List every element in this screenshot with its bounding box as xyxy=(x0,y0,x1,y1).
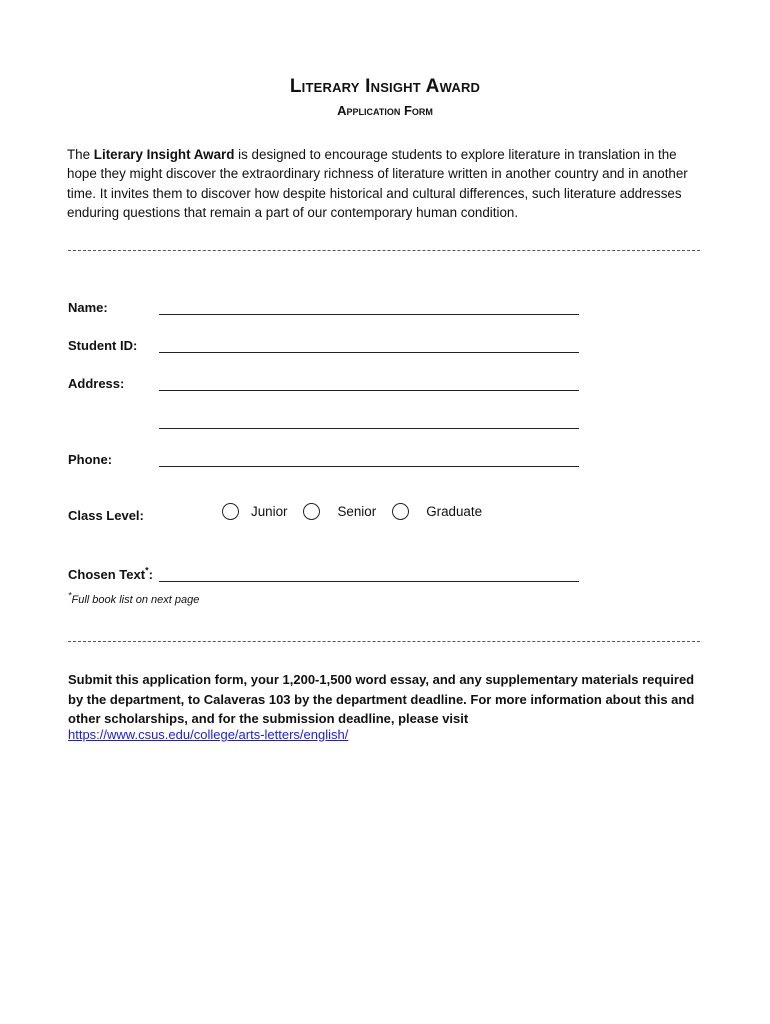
footnote-asterisk: * xyxy=(68,590,72,601)
english-department-link[interactable]: https://www.csus.edu/college/arts-letters/english/ xyxy=(68,727,349,742)
chosen-text-asterisk: * xyxy=(145,565,149,576)
footnote xyxy=(68,590,200,606)
student-id-label: Student ID: xyxy=(68,338,138,353)
chosen-text-field[interactable] xyxy=(159,581,579,582)
radio-circle-icon[interactable] xyxy=(222,503,239,520)
intro-body: is designed to encourage students to explore literature in translation in the hope they might discover the extraordinary richness of literature written in another country and in another time. It invites them to discover how despite historical and cultural differences, such literature addresses enduring questions that remain a part of our contemporary human condition. xyxy=(67,147,688,220)
intro-award-name: Literary Insight Award xyxy=(93,147,235,162)
chosen-text-label xyxy=(68,567,153,582)
class-level-label: Class Level: xyxy=(68,508,144,523)
chosen-text-label-text: Chosen Text xyxy=(68,567,146,582)
section-divider-bottom xyxy=(68,641,700,642)
phone-field[interactable] xyxy=(159,466,579,467)
radio-circle-icon[interactable] xyxy=(303,503,320,520)
address-field-line-2[interactable] xyxy=(159,428,579,429)
class-option-junior[interactable] xyxy=(222,503,287,520)
student-id-field[interactable] xyxy=(159,352,579,353)
class-option-graduate[interactable] xyxy=(392,503,482,520)
class-level-radio-group xyxy=(222,503,498,520)
intro-prefix: The xyxy=(67,147,94,162)
radio-circle-icon[interactable] xyxy=(392,503,409,520)
class-option-label: Graduate xyxy=(426,504,483,519)
class-option-label: Junior xyxy=(251,504,288,519)
name-field[interactable] xyxy=(159,314,579,315)
class-option-label: Senior xyxy=(337,504,377,519)
address-label: Address: xyxy=(68,376,125,391)
phone-label: Phone: xyxy=(68,452,113,467)
name-label: Name: xyxy=(68,300,108,315)
section-divider-top xyxy=(68,250,700,251)
chosen-text-colon: : xyxy=(148,567,153,582)
address-field-line-1[interactable] xyxy=(159,390,579,391)
form-title: Literary Insight Award xyxy=(289,76,481,97)
footnote-text: Full book list on next page xyxy=(71,594,200,606)
form-subtitle: Application Form xyxy=(337,103,433,118)
submission-instructions: Submit this application form, your 1,200-1,500 word essay, and any supplementary materials required by the department, to Calaveras 103 by the department deadline. For more information about this and other scholarships, and for the submission deadline, please visit xyxy=(68,672,695,726)
intro-paragraph xyxy=(67,145,707,222)
class-option-senior[interactable] xyxy=(303,503,376,520)
